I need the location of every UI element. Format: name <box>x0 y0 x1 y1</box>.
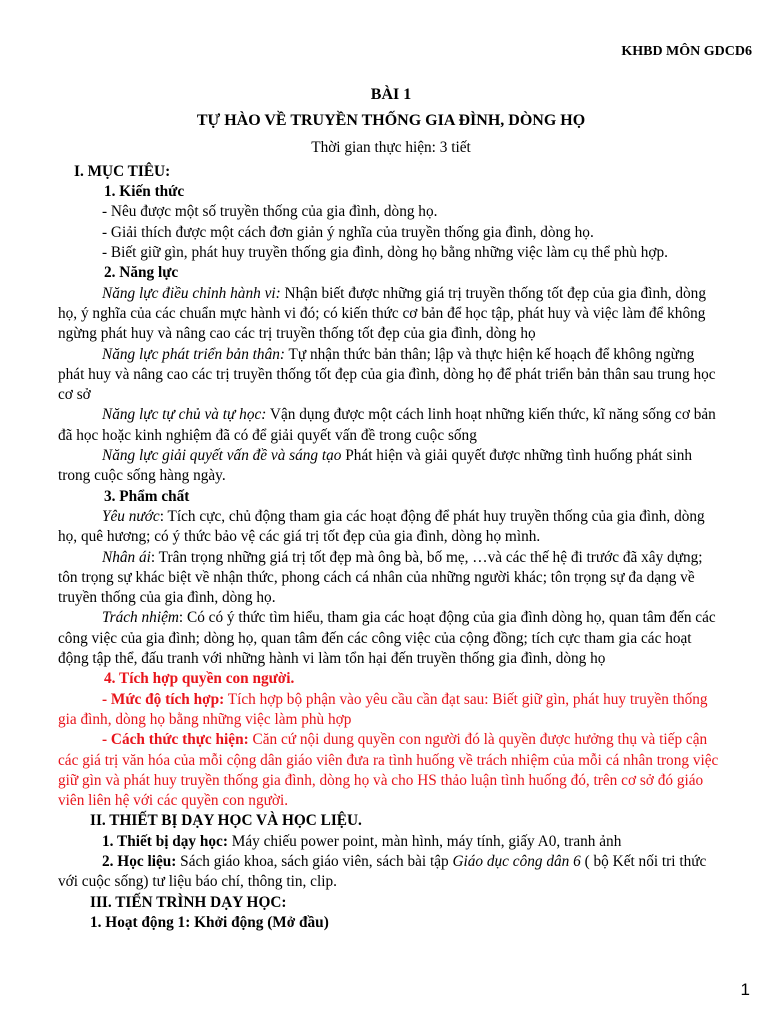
competence-item: Năng lực tự chủ và tự học: Vận dụng được một cách linh hoạt những kiến thức, kĩ năng sống cơ bản đã học hoặc kinh nghiệm đã có để giải quyết vấn đề trong cuộc sống <box>58 406 716 444</box>
materials-item: 2. Học liệu: Sách giáo khoa, sách giáo viên, sách bài tập Giáo dục công dân 6 ( bộ Kết nối tri thức với cuộc sống) tư liệu báo chí, thông tin, clip. <box>58 852 707 891</box>
human-rights-item: - Cách thức thực hiện: Căn cứ nội dung quyền con người đó là quyền được hưởng thụ và tiếp cận các giá trị văn hóa của mỗi cộng dân giáo viên đưa ra tình huống về trách nhiệm của mỗi cá nhân trong việc giữ gìn và phát huy truyền thống gia đình, dòng họ và cho HS thảo luận tình huống đó, trên cơ sở đó giáo viên liên hệ với các quyền con người. <box>58 731 719 810</box>
document-body <box>58 0 724 933</box>
quality-item: Trách nhiệm: Có có ý thức tìm hiểu, tham gia các hoạt động của gia đình dòng họ, quan tâm đến các công việc của gia đình; dòng họ, quan tâm đến các công việc của cộng đồng; tích cực tham gia các hoạt động tập thể, đấu tranh với những hành vi làm tổn hại đến truyền thống gia đình, dòng họ <box>58 609 716 668</box>
lesson-title: TỰ HÀO VỀ TRUYỀN THỐNG GIA ĐÌNH, DÒNG HỌ <box>196 112 586 130</box>
quality-item: Yêu nước: Tích cực, chủ động tham gia các hoạt động để phát huy truyền thống của gia đình, dòng họ, quê hương; có ý thức bảo vệ các giá trị tốt đẹp của gia đình, dòng họ mình. <box>58 507 705 546</box>
competence-item: Năng lực giải quyết vấn đề và sáng tạo Phát hiện và giải quyết được những tình huống phát sinh trong cuộc sống hàng ngày. <box>58 447 693 485</box>
heading-human-rights: 4. Tích hợp quyền con người. <box>104 670 295 688</box>
document-header: KHBD MÔN GDCD6 <box>621 44 752 59</box>
knowledge-item: - Giải thích được một cách đơn giản ý nghĩa của truyền thống gia đình, dòng họ. <box>102 223 594 241</box>
knowledge-item: - Nêu được một số truyền thống của gia đình, dòng họ. <box>102 203 438 221</box>
heading-knowledge: 1. Kiến thức <box>104 183 185 201</box>
competence-item: Năng lực phát triển bản thân: Tự nhận thức bản thân; lập và thực hiện kế hoạch để không ngừng phát huy và nâng cao các trị truyền thống tốt đẹp của gia đình, dòng họ để phát triển bản thân sau trung học cơ sở <box>58 345 716 404</box>
section-objectives: I. MỤC TIÊU: <box>74 162 171 180</box>
heading-competence: 2. Năng lực <box>104 264 179 282</box>
knowledge-item: - Biết giữ gìn, phát huy truyền thống gia đình, dòng họ bằng những việc làm cụ thể phù hợp. <box>102 244 668 262</box>
heading-quality: 3. Phẩm chất <box>104 487 190 505</box>
human-rights-item: - Mức độ tích hợp: Tích hợp bộ phận vào yêu cầu cần đạt sau: Biết giữ gìn, phát huy truyền thống gia đình, dòng họ bằng những việc làm phù hợp <box>58 690 708 728</box>
quality-item: Nhân ái: Trân trọng những giá trị tốt đẹp mà ông bà, bố mẹ, …và các thế hệ đi trước đã xây dựng; tôn trọng sự khác biệt về nhận thức, phong cách cá nhân của những người khác; tôn trọng sự đa dạng về truyền thống của gia đình, dòng họ. <box>58 548 703 607</box>
equipment-item: 1. Thiết bị dạy học: Máy chiếu power point, màn hình, máy tính, giấy A0, tranh ảnh <box>102 832 622 850</box>
page-number: 1 <box>740 980 750 999</box>
section-process: III. TIẾN TRÌNH DẠY HỌC: <box>90 893 287 911</box>
section-equipment: II. THIẾT BỊ DẠY HỌC VÀ HỌC LIỆU. <box>90 812 362 830</box>
competence-item: Năng lực điều chỉnh hành vi: Nhận biết được những giá trị truyền thống tốt đẹp của gia đình, dòng họ, ý nghĩa của các chuẩn mực hành vi đó; có kiến thức cơ bản để học tập, phát huy và việc làm để không ngừng phát huy và nâng cao các trị truyền thống tốt đẹp của gia đình, dòng họ <box>58 284 706 343</box>
lesson-duration: Thời gian thực hiện: 3 tiết <box>311 138 471 156</box>
activity-heading: 1. Hoạt động 1: Khởi động (Mở đầu) <box>90 913 329 931</box>
lesson-number: BÀI 1 <box>370 86 412 103</box>
